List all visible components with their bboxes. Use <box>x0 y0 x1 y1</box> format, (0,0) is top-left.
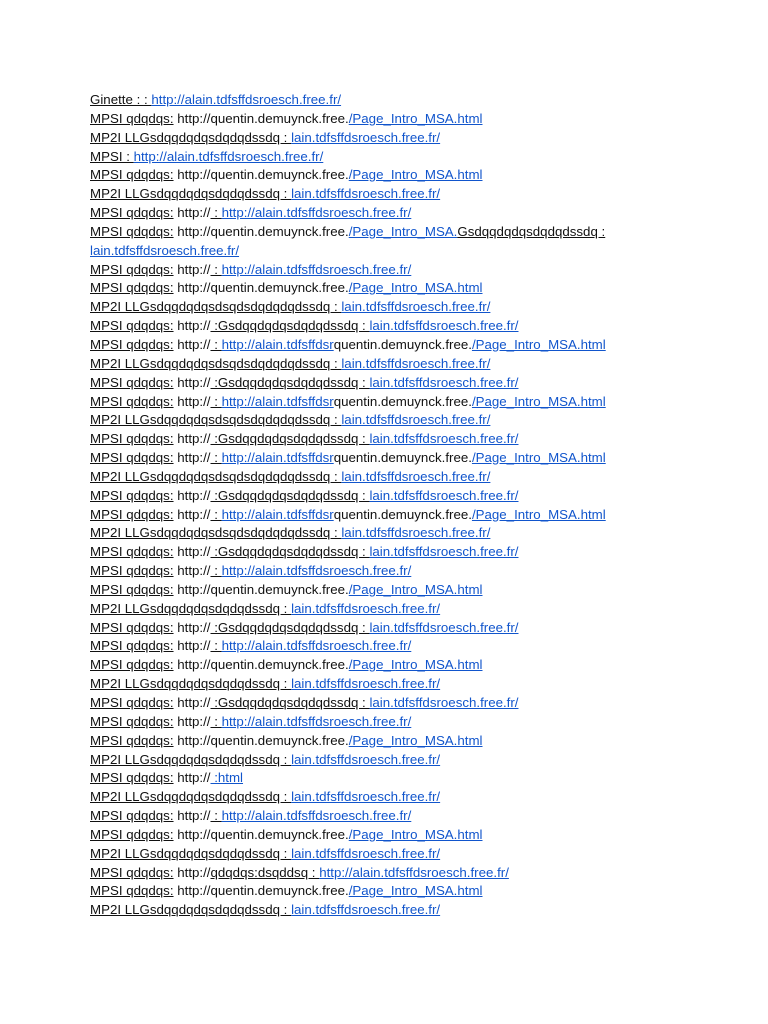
hyperlink[interactable]: lain.tdfsffdsroesch.free.fr/ <box>341 525 491 541</box>
hyperlink[interactable]: http://alain.tdfsffdsr <box>221 506 334 522</box>
hyperlink[interactable]: lain.tdfsffdsroesch.free.fr/ <box>369 431 519 447</box>
text-segment: MPSI qdqdqs: <box>90 695 174 710</box>
text-line <box>90 129 750 148</box>
text-line <box>90 524 750 543</box>
text-segment: Ginette : <box>90 92 144 107</box>
text-segment: :Gsdqqdqdqsdqdqdssdq : <box>210 318 370 334</box>
hyperlink[interactable]: http://alain.tdfsffdsroesch.free.fr/ <box>221 563 412 579</box>
text-line <box>90 166 750 185</box>
text-line <box>90 449 750 468</box>
hyperlink[interactable]: lain.tdfsffdsroesch.free.fr/ <box>291 845 441 861</box>
text-segment: MPSI qdqdqs: <box>90 713 174 729</box>
hyperlink[interactable]: /Page_Intro_MSA.html <box>348 110 483 126</box>
text-segment: MPSI qdqdqs: <box>90 638 174 654</box>
text-line <box>90 185 750 204</box>
hyperlink[interactable]: /Page_Intro_MSA.html <box>348 581 483 597</box>
text-segment: :Gsdqqdqdqsdqdqdssdq : <box>210 619 370 635</box>
hyperlink[interactable]: lain.tdfsffdsroesch.free.fr/ <box>291 789 441 805</box>
text-segment: MPSI qdqdqs: <box>90 732 174 748</box>
text-segment: MPSI qdqdqs: <box>90 280 174 296</box>
text-line <box>90 826 750 845</box>
hyperlink[interactable]: /Page_Intro_MSA.html <box>348 732 483 748</box>
text-segment: http:// <box>173 713 211 729</box>
hyperlink[interactable]: http://alain.tdfsffdsroesch.free.fr/ <box>221 808 412 824</box>
hyperlink[interactable]: http://alain.tdfsffdsroesch.free.fr/ <box>133 148 324 164</box>
hyperlink[interactable]: lain.tdfsffdsroesch.free.fr/ <box>341 299 491 315</box>
text-line <box>90 468 750 487</box>
text-segment: MP2I LLGsdqqdqdqsdqdqdssdq : <box>90 186 292 202</box>
text-segment: MPSI qdqdqs: <box>90 506 174 522</box>
text-segment: MPSI qdqdqs: <box>90 431 174 447</box>
text-line <box>90 279 750 298</box>
text-line <box>90 110 750 129</box>
text-line <box>90 637 750 656</box>
hyperlink[interactable]: http://alain.tdfsffdsr <box>221 450 334 466</box>
text-segment: MPSI qdqdqs: <box>90 487 174 503</box>
hyperlink[interactable]: /Page_Intro_MSA.html <box>348 826 483 842</box>
text-line <box>90 317 750 336</box>
text-segment: :Gsdqqdqdqsdqdqdssdq : <box>210 374 370 390</box>
text-segment: MPSI qdqdqs: <box>90 826 174 842</box>
text-line <box>90 901 750 920</box>
text-segment: : <box>210 563 222 579</box>
text-segment: MP2I LLGsdqqdqdqsdsqdsdqdqdqdssdq : <box>90 355 342 371</box>
text-line <box>90 882 750 901</box>
text-segment: MP2I LLGsdqqdqdqsdqdqdssdq : <box>90 845 292 861</box>
hyperlink[interactable]: lain.tdfsffdsroesch.free.fr/ <box>291 129 441 145</box>
hyperlink[interactable]: lain.tdfsffdsroesch.free.fr/ <box>369 374 519 390</box>
hyperlink[interactable]: lain.tdfsffdsroesch.free.fr/ <box>369 318 519 334</box>
hyperlink[interactable]: lain.tdfsffdsroesch.free.fr/ <box>291 186 441 202</box>
text-segment: MPSI qdqdqs: <box>90 223 174 239</box>
text-segment: MP2I LLGsdqqdqdqsdqdqdssdq : <box>90 902 292 918</box>
hyperlink[interactable]: lain.tdfsffdsroesch.free.fr/ <box>369 544 519 560</box>
text-line <box>90 223 750 242</box>
text-segment: Gsdqqdqdqsdqdqdssdq : <box>457 223 606 239</box>
text-line <box>90 713 750 732</box>
text-segment: http://quentin.demuynck.free. <box>173 581 349 597</box>
text-segment: MPSI qdqdqs: <box>90 450 174 466</box>
hyperlink[interactable]: lain.tdfsffdsroesch.free.fr/ <box>341 355 491 371</box>
text-segment: MP2I LLGsdqqdqdqsdqdqdssdq : <box>90 600 292 616</box>
text-line <box>90 675 750 694</box>
text-segment: MPSI qdqdqs: <box>90 619 174 635</box>
hyperlink[interactable]: lain.tdfsffdsroesch.free.fr/ <box>291 600 441 616</box>
text-segment: :Gsdqqdqdqsdqdqdssdq : <box>210 544 370 560</box>
hyperlink[interactable]: /Page_Intro_MSA.html <box>348 657 483 673</box>
text-segment: http:// <box>173 695 211 710</box>
text-line <box>90 411 750 430</box>
text-segment: http:// <box>173 506 211 522</box>
text-segment: http://quentin.demuynck.free. <box>173 826 349 842</box>
text-segment: :Gsdqqdqdqsdqdqdssdq : <box>210 431 370 447</box>
text-segment: MPSI qdqdqs: <box>90 808 174 824</box>
hyperlink[interactable]: /Page_Intro_MSA.html <box>348 167 483 183</box>
text-segment: http://quentin.demuynck.free. <box>173 167 349 183</box>
hyperlink[interactable]: http://alain.tdfsffdsroesch.free.fr/ <box>221 713 412 729</box>
text-line <box>90 732 750 751</box>
text-segment: MPSI qdqdqs: <box>90 657 174 673</box>
text-segment: MPSI qdqdqs: <box>90 110 174 126</box>
text-line <box>90 562 750 581</box>
text-segment: MPSI qdqdqs: <box>90 318 174 334</box>
text-segment: http://quentin.demuynck.free. <box>173 732 349 748</box>
text-segment: http://quentin.demuynck.free. <box>173 657 349 673</box>
document-body <box>90 91 750 920</box>
text-line <box>90 845 750 864</box>
text-segment: : <box>210 713 222 729</box>
text-line <box>90 619 750 638</box>
text-line <box>90 543 750 562</box>
hyperlink[interactable]: http://alain.tdfsffdsroesch.free.fr/ <box>319 864 509 880</box>
text-line <box>90 788 750 807</box>
hyperlink[interactable]: http://alain.tdfsffdsr <box>221 393 334 409</box>
text-segment: http:// <box>173 619 211 635</box>
text-segment: MP2I LLGsdqqdqdqsdqdqdssdq : <box>90 676 292 692</box>
text-segment: quentin.demuynck.free. <box>333 450 472 466</box>
text-segment: : <box>210 506 222 522</box>
text-line <box>90 336 750 355</box>
text-segment: http:// <box>173 205 211 221</box>
text-line <box>90 430 750 449</box>
hyperlink[interactable]: lain.tdfsffdsroesch.free.fr/ <box>90 242 240 258</box>
text-line <box>90 581 750 600</box>
text-line <box>90 864 750 883</box>
text-segment: http:// <box>173 808 211 824</box>
hyperlink[interactable]: lain.tdfsffdsroesch.free.fr/ <box>369 487 519 503</box>
text-segment: MPSI qdqdqs: <box>90 336 174 352</box>
hyperlink[interactable]: http://alain.tdfsffdsroesch.free.fr/ <box>221 205 412 221</box>
text-segment: MP2I LLGsdqqdqdqsdqdqdssdq : <box>90 789 292 805</box>
text-segment: http:// <box>173 487 211 503</box>
text-segment: quentin.demuynck.free. <box>333 336 472 352</box>
text-line <box>90 148 750 167</box>
text-segment: :Gsdqqdqdqsdqdqdssdq : <box>210 487 370 503</box>
text-line <box>90 91 750 110</box>
text-segment: MP2I LLGsdqqdqdqsdsqdsdqdqdqdssdq : <box>90 525 342 541</box>
text-segment: http:// <box>173 450 211 466</box>
text-segment: MPSI qdqdqs: <box>90 864 174 880</box>
hyperlink[interactable]: lain.tdfsffdsroesch.free.fr/ <box>291 676 441 692</box>
text-segment: MPSI : <box>90 148 134 164</box>
hyperlink[interactable]: lain.tdfsffdsroesch.free.fr/ <box>291 902 441 918</box>
text-segment: MP2I LLGsdqqdqdqsdsqdsdqdqdqdssdq : <box>90 299 342 315</box>
text-line <box>90 261 750 280</box>
hyperlink[interactable]: http://alain.tdfsffdsroesch.free.fr/ <box>221 261 412 277</box>
text-segment: MPSI qdqdqs: <box>90 374 174 390</box>
text-segment: : <box>210 808 222 824</box>
text-line <box>90 298 750 317</box>
text-line <box>90 751 750 770</box>
text-segment: MPSI qdqdqs: <box>90 581 174 597</box>
text-segment: http:// <box>173 431 211 447</box>
text-line <box>90 807 750 826</box>
hyperlink[interactable]: /Page_Intro_MSA. <box>348 223 458 239</box>
text-segment: MPSI qdqdqs: <box>90 261 174 277</box>
text-line <box>90 393 750 412</box>
text-segment: : <box>210 261 222 277</box>
text-segment: MP2I LLGsdqqdqdqsdqdqdssdq : <box>90 129 292 145</box>
text-segment: http://quentin.demuynck.free. <box>173 883 349 899</box>
text-line <box>90 242 750 261</box>
text-segment: MPSI qdqdqs: <box>90 883 174 899</box>
hyperlink[interactable]: lain.tdfsffdsroesch.free.fr/ <box>369 619 519 635</box>
hyperlink[interactable]: /Page_Intro_MSA.html <box>471 506 606 522</box>
text-segment: http:// <box>173 638 211 654</box>
text-segment: quentin.demuynck.free. <box>333 506 472 522</box>
text-segment: :Gsdqqdqdqsdqdqdssdq : <box>210 695 370 710</box>
hyperlink[interactable]: /Page_Intro_MSA.html <box>471 393 606 409</box>
text-segment: : <box>210 450 222 466</box>
text-line <box>90 600 750 619</box>
hyperlink[interactable]: lain.tdfsffdsroesch.free.fr/ <box>291 751 441 767</box>
text-segment: : <box>210 205 222 221</box>
text-segment: http:// <box>173 770 211 786</box>
text-segment: MP2I LLGsdqqdqdqsdqdqdssdq : <box>90 751 292 767</box>
text-segment: http:// <box>173 336 211 352</box>
text-segment: http:// <box>173 563 211 579</box>
text-segment: http:// <box>173 374 211 390</box>
text-line <box>90 769 750 788</box>
text-segment: qdqdqs:dsqddsq : <box>210 864 320 880</box>
text-segment: MPSI qdqdqs: <box>90 544 174 560</box>
text-line <box>90 374 750 393</box>
text-segment: : <box>210 638 222 654</box>
text-segment: http:// <box>173 393 211 409</box>
hyperlink[interactable]: /Page_Intro_MSA.html <box>348 280 483 296</box>
hyperlink[interactable]: /Page_Intro_MSA.html <box>471 450 606 466</box>
text-segment: : <box>210 393 222 409</box>
text-segment: MPSI qdqdqs: <box>90 393 174 409</box>
text-line <box>90 487 750 506</box>
text-segment: MPSI qdqdqs: <box>90 770 174 786</box>
text-segment: MPSI qdqdqs: <box>90 167 174 183</box>
text-segment: : <box>210 336 222 352</box>
text-segment: MP2I LLGsdqqdqdqsdsqdsdqdqdqdssdq : <box>90 412 342 428</box>
text-line <box>90 694 750 713</box>
hyperlink[interactable]: /Page_Intro_MSA.html <box>471 336 606 352</box>
text-segment: http:// <box>173 864 211 880</box>
hyperlink[interactable]: http://alain.tdfsffdsr <box>221 336 334 352</box>
hyperlink[interactable]: lain.tdfsffdsroesch.free.fr/ <box>341 468 491 484</box>
text-segment: http://quentin.demuynck.free. <box>173 223 349 239</box>
hyperlink[interactable]: :html <box>210 770 244 786</box>
text-segment: MP2I LLGsdqqdqdqsdsqdsdqdqdqdssdq : <box>90 468 342 484</box>
text-segment: : <box>143 92 152 107</box>
text-segment: quentin.demuynck.free. <box>333 393 472 409</box>
text-line <box>90 656 750 675</box>
hyperlink[interactable]: lain.tdfsffdsroesch.free.fr/ <box>341 412 491 428</box>
text-segment: http:// <box>173 318 211 334</box>
text-segment: http://quentin.demuynck.free. <box>173 280 349 296</box>
text-segment: MPSI qdqdqs: <box>90 205 174 221</box>
text-line <box>90 204 750 223</box>
text-segment: http:// <box>173 544 211 560</box>
hyperlink[interactable]: http://alain.tdfsffdsroesch.free.fr/ <box>221 638 412 654</box>
text-line <box>90 355 750 374</box>
hyperlink[interactable]: http://alain.tdfsffdsroesch.free.fr/ <box>151 92 342 107</box>
text-segment: http://quentin.demuynck.free. <box>173 110 349 126</box>
text-segment: MPSI qdqdqs: <box>90 563 174 579</box>
hyperlink[interactable]: lain.tdfsffdsroesch.free.fr/ <box>369 695 519 710</box>
hyperlink[interactable]: /Page_Intro_MSA.html <box>348 883 483 899</box>
text-segment: http:// <box>173 261 211 277</box>
text-line <box>90 506 750 525</box>
